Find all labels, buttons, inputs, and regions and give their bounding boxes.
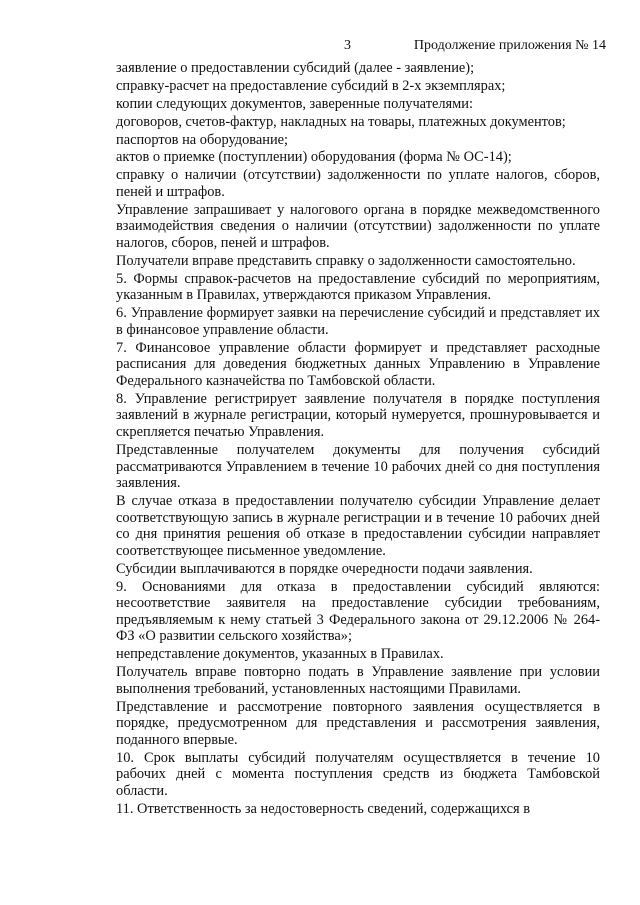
- paragraph: Получатели вправе представить справку о задолженности самостоятельно.: [116, 252, 576, 269]
- paragraph: Представление и рассмотрение повторного заявления осуществляется в порядке, предусмотренном для представления и рассмотрения заявления, поданного впервые.: [116, 698, 600, 748]
- clause-8: 8. Управление регистрирует заявление получателя в порядке поступления заявлений в журнале регистрации, который нумеруется, прошнуровывается и скрепляется печатью Управления.: [116, 390, 600, 441]
- clause-6: 6. Управление формирует заявки на перечисление субсидий и представляет их в финансовое управление области.: [116, 305, 600, 338]
- appendix-reference: Продолжение приложения № 14: [413, 38, 606, 53]
- clause-9: 9. Основаниями для отказа в предоставлении субсидий являются: несоответствие заявителя на предоставление субсидии требованиям, предъявляемым к нему статьей 3 Федерального закона от 29.12.2006 № 264-ФЗ «О развитии сельского хозяйства»;: [116, 578, 600, 645]
- document-body: [116, 60, 600, 819]
- paragraph: справку о наличии (отсутствии) задолженности по уплате налогов, сборов, пеней и штрафов.: [116, 167, 600, 200]
- paragraph: паспортов на оборудование;: [116, 131, 289, 148]
- clause-11: 11. Ответственность за недостоверность сведений, содержащихся в: [116, 800, 531, 817]
- paragraph: договоров, счетов-фактур, накладных на товары, платежных документов;: [116, 113, 566, 130]
- paragraph: справку-расчет на предоставление субсидий в 2-х экземплярах;: [116, 77, 506, 94]
- paragraph: актов о приемке (поступлении) оборудования (форма № ОС-14);: [116, 149, 512, 166]
- paragraph: Управление запрашивает у налогового органа в порядке межведомственного взаимодействия сведения о наличии (отсутствии) задолженности по уплате налогов, сборов, пеней и штрафов.: [116, 201, 600, 252]
- paragraph: Получатель вправе повторно подать в Управление заявление при условии выполнения требований, установленных настоящими Правилами.: [116, 664, 600, 697]
- paragraph: В случае отказа в предоставлении получателю субсидии Управление делает соответствующую запись в журнале регистрации и в течение 10 рабочих дней со дня принятия решения об отказе в предоставлении субсидии направляет соответствующее письменное уведомление.: [116, 493, 600, 559]
- paragraph: непредставление документов, указанных в Правилах.: [116, 646, 444, 663]
- paragraph: Представленные получателем документы для получения субсидий рассматриваются Управлением в течение 10 рабочих дней со дня поступления заявления.: [116, 441, 600, 492]
- clause-5: 5. Формы справок-расчетов на предоставление субсидий по мероприятиям, указанным в Правилах, утверждаются приказом Управления.: [116, 270, 600, 304]
- clause-10: 10. Срок выплаты субсидий получателям осуществляется в течение 10 рабочих дней с момента поступления средств из бюджета Тамбовской области.: [116, 749, 600, 799]
- page-header: [0, 38, 640, 58]
- paragraph: копии следующих документов, заверенные получателями:: [116, 95, 473, 112]
- paragraph: заявление о предоставлении субсидий (далее - заявление);: [116, 60, 475, 76]
- page-number: 3: [344, 38, 351, 53]
- paragraph: Субсидии выплачиваются в порядке очередности подачи заявления.: [116, 560, 533, 577]
- clause-7: 7. Финансовое управление области формирует и представляет расходные расписания для доведения бюджетных данных Управлению в Управление Федерального казначейства по Тамбовской области.: [116, 339, 600, 389]
